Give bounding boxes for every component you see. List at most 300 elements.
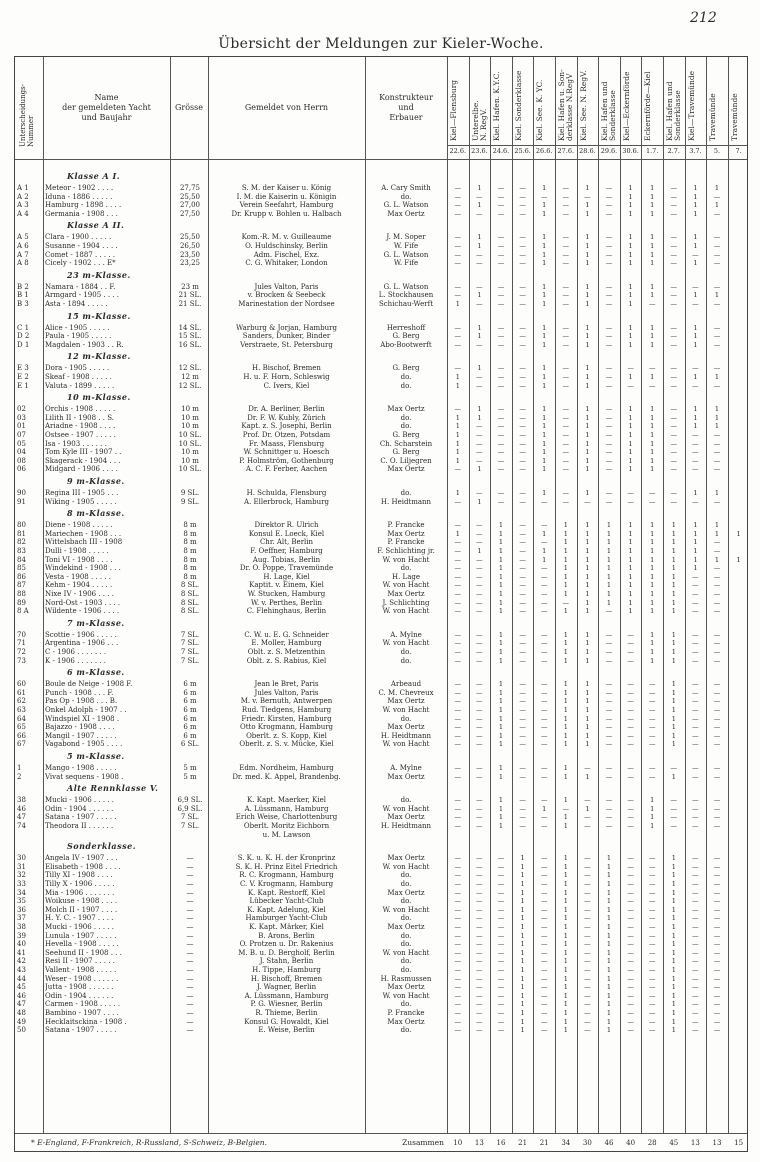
entry-mark: — <box>540 1009 548 1017</box>
entry-mark: — <box>497 983 505 992</box>
entry-mark: — <box>476 905 483 914</box>
entry-mark: — <box>648 966 656 974</box>
entry-mark: — <box>476 983 483 992</box>
entry-mark: — <box>476 648 483 656</box>
entry-mark: — <box>497 250 505 259</box>
entry-mark: — <box>454 974 462 983</box>
entry-mark: — <box>476 250 483 259</box>
entry-mark: 1 <box>520 1026 525 1035</box>
entry-mark: — <box>692 300 699 308</box>
entry-mark: — <box>584 974 591 983</box>
entrant-name: Kom.-R. M. v. Guilleaume <box>241 233 332 242</box>
entry-mark: — <box>476 688 483 697</box>
table-row <box>15 538 747 547</box>
yacht-name: Cicely - 1902 . . . E* <box>45 259 116 268</box>
entry-mark: — <box>627 974 634 983</box>
entry-mark: — <box>692 590 699 598</box>
entry-mark: — <box>584 931 591 940</box>
total-value: 21 <box>518 1139 528 1147</box>
entry-mark: 1 <box>563 957 568 966</box>
entry-mark: — <box>497 966 505 974</box>
yacht-number: B 3 <box>17 300 29 308</box>
yacht-number: 48 <box>17 1009 26 1017</box>
yacht-size: 23,50 <box>179 250 201 259</box>
entry-mark: — <box>627 706 634 714</box>
entry-mark: — <box>562 413 570 422</box>
entry-mark: 1 <box>714 489 720 497</box>
entry-mark: — <box>562 497 570 506</box>
entry-mark: — <box>605 630 613 639</box>
race-label: Kiel. Hafen u. Son- derklasse N.RegV <box>557 69 574 141</box>
entry-mark: — <box>648 871 656 880</box>
entry-mark: — <box>713 871 721 880</box>
entry-mark: 1 <box>585 723 590 732</box>
entry-mark: 1 <box>563 630 568 639</box>
yacht-name: Germania - 1908 . . . <box>45 209 118 218</box>
entry-mark: — <box>648 991 656 1000</box>
entry-mark: — <box>605 456 613 465</box>
entry-mark: 1 <box>520 1017 525 1026</box>
yacht-number: 8 A <box>17 607 29 616</box>
entry-mark: — <box>454 465 462 474</box>
yacht-number: 41 <box>17 948 26 957</box>
table-row <box>15 210 747 219</box>
entrant-name: W. Stucken, Hamburg <box>247 590 326 598</box>
entry-mark: — <box>627 1017 634 1026</box>
entry-mark: — <box>519 364 526 373</box>
table-row <box>15 796 747 805</box>
yacht-size: 16 SL. <box>178 340 202 349</box>
entry-mark: 1 <box>563 948 568 957</box>
yacht-name: Angela IV - 1907 . . . <box>45 854 118 863</box>
header-number: Unterscheidungs- Nummer <box>19 83 35 147</box>
entry-mark: — <box>605 332 613 341</box>
designer-name: P. Francke <box>387 538 425 547</box>
entrant-name: M. B. u. D. Bergholf, Berlin <box>238 948 335 957</box>
yacht-number: 88 <box>17 590 26 598</box>
entry-mark: 1 <box>628 555 633 564</box>
entry-mark: 1 <box>671 772 676 781</box>
entry-mark: — <box>713 656 721 665</box>
entry-mark: 1 <box>671 731 676 740</box>
entrant-name: A. Lüssmann, Hamburg <box>244 991 329 1000</box>
entry-mark: — <box>562 456 570 465</box>
entry-mark: 1 <box>563 564 568 573</box>
entry-mark: — <box>562 291 570 300</box>
entry-mark: — <box>648 300 656 308</box>
race-label: Eckernförde—Kiel <box>643 71 653 141</box>
entry-mark: — <box>670 489 678 497</box>
entry-mark: 1 <box>693 242 698 250</box>
table-row <box>15 949 747 958</box>
entry-mark: 1 <box>455 300 460 308</box>
entry-mark: — <box>605 300 613 308</box>
entrant-name: Konsul G. Howaldt, Kiel <box>244 1017 329 1026</box>
entry-mark: — <box>476 209 483 218</box>
entrant-name: C. Flehinghaus, Berlin <box>246 607 327 616</box>
designer-name: G. Berg <box>392 364 420 373</box>
yacht-size: — <box>186 940 194 949</box>
entry-mark: — <box>562 332 570 341</box>
entry-mark: 1 <box>563 764 568 772</box>
race-label: Travemünde <box>708 93 718 141</box>
designer-name: do. <box>400 1000 412 1009</box>
entry-mark: 1 <box>585 581 590 590</box>
yacht-number: 62 <box>17 697 26 706</box>
entry-mark: 1 <box>628 431 633 439</box>
yacht-name: Weser - 1908 . . . . . . <box>45 974 119 983</box>
yacht-size: 12 m <box>181 373 199 381</box>
yacht-name: Namara - 1884 . . F. <box>45 282 116 291</box>
entry-mark: 1 <box>542 291 547 300</box>
entry-mark: — <box>584 1017 591 1026</box>
entry-mark: 1 <box>606 897 612 906</box>
table-row <box>15 706 747 715</box>
entry-mark: 1 <box>693 332 698 341</box>
entry-mark: — <box>454 966 462 974</box>
entry-mark: 1 <box>498 723 504 732</box>
entry-mark: — <box>454 639 462 648</box>
yacht-number: 42 <box>17 957 26 966</box>
yacht-number: A 6 <box>17 242 29 250</box>
entry-mark: — <box>627 804 634 813</box>
yacht-number: 70 <box>17 630 26 639</box>
yacht-name: Bajazzo - 1908 . . . . <box>45 723 115 732</box>
entry-mark: 1 <box>563 813 568 822</box>
total-value: 10 <box>453 1139 463 1147</box>
entry-mark: — <box>454 497 462 506</box>
entry-mark: — <box>627 822 634 830</box>
entry-mark: — <box>713 465 721 474</box>
entrant-name: Oberlt. z. S. v. Mücke, Kiel <box>239 740 334 749</box>
yacht-size: 23,25 <box>179 259 201 268</box>
table-row <box>15 923 747 932</box>
entrant-name: Dr. A. Berliner, Berlin <box>248 405 325 414</box>
yacht-name: Wittelsbach III - 1908 <box>45 538 123 547</box>
entry-mark: — <box>648 381 656 390</box>
yacht-name: Molch II - 1907 . . . . <box>45 905 118 914</box>
entry-mark: 1 <box>693 555 698 564</box>
designer-name: do. <box>400 714 412 723</box>
entrant-name: M. v. Bernuth, Antwerpen <box>240 697 333 706</box>
entry-mark: — <box>519 250 526 259</box>
yacht-name: K - 1906 . . . . . . . <box>45 656 107 665</box>
entry-mark: 1 <box>606 983 612 992</box>
entry-mark: 1 <box>606 590 612 598</box>
entry-mark: 1 <box>628 405 633 414</box>
entry-mark: — <box>584 854 591 863</box>
yacht-size: 8 m <box>183 529 197 538</box>
entry-mark: — <box>540 764 548 772</box>
entry-mark: — <box>540 991 548 1000</box>
entry-mark: — <box>713 564 721 573</box>
entry-mark: — <box>605 233 613 242</box>
entry-mark: — <box>540 854 548 863</box>
table-row <box>15 932 747 941</box>
table-row <box>15 590 747 599</box>
entry-mark: — <box>562 340 570 349</box>
entrant-name: H. u. F. Horn, Schleswig <box>243 373 330 381</box>
yacht-name: Seehund II - 1908 . . . <box>45 948 122 957</box>
entry-mark: — <box>476 282 483 291</box>
entry-mark: 1 <box>585 731 590 740</box>
entry-mark: 1 <box>650 607 655 616</box>
yacht-size: 9 SL. <box>180 497 200 506</box>
entry-mark: 1 <box>563 854 568 863</box>
entry-mark: 1 <box>693 184 698 192</box>
race-label: Kiel. See. N. RegV. <box>578 70 588 141</box>
designer-name: G. L. Watson <box>383 250 429 259</box>
yacht-number: 47 <box>17 1000 26 1009</box>
entry-mark: — <box>692 804 699 813</box>
entry-mark: — <box>562 373 570 381</box>
entry-mark: 1 <box>628 201 633 210</box>
entry-mark: — <box>562 242 570 250</box>
section-title: Alte Rennklasse V. <box>67 783 159 794</box>
entry-mark: 1 <box>671 581 676 590</box>
table-row <box>15 831 747 840</box>
entry-mark: — <box>713 888 721 897</box>
entry-mark: 1 <box>498 822 504 830</box>
entry-mark: — <box>454 1017 462 1026</box>
entry-mark: — <box>627 871 634 880</box>
entry-mark: — <box>627 991 634 1000</box>
entrant-name: F. Oeffner, Hamburg <box>250 547 323 555</box>
entrant-name: Rud. Tiedgens, Hamburg <box>241 706 332 714</box>
entry-mark: — <box>497 1017 505 1026</box>
entry-mark: — <box>497 1000 505 1009</box>
entry-mark: 1 <box>628 413 633 422</box>
entry-mark: 1 <box>650 804 655 813</box>
entry-mark: — <box>713 905 721 914</box>
entry-mark: — <box>476 764 483 772</box>
designer-name: W. von Hacht <box>382 639 430 648</box>
race-label: Kiel—Flensburg <box>449 79 458 141</box>
entry-mark: 1 <box>498 772 504 781</box>
yacht-name: Vallent - 1908 . . . . . <box>45 966 117 974</box>
yacht-number: 44 <box>17 974 26 983</box>
yacht-name: Onkel Adolph - 1907 . . <box>45 706 127 714</box>
designer-name: J. Schlichting <box>382 598 430 607</box>
entry-mark: — <box>648 931 656 940</box>
race-label: Kiel—Travemünde <box>686 70 696 141</box>
entry-mark: 1 <box>542 323 547 332</box>
yacht-size: — <box>186 880 194 888</box>
entry-mark: — <box>670 300 678 308</box>
entry-mark: 1 <box>455 529 460 538</box>
table-row <box>15 975 747 984</box>
entry-mark: — <box>540 983 548 992</box>
entry-mark: — <box>497 923 505 931</box>
yacht-name: Vagabond - 1905 . . . . <box>45 740 123 749</box>
entry-mark: — <box>713 282 721 291</box>
designer-name: Max Oertz <box>387 888 425 897</box>
designer-name: G. Berg <box>392 332 420 341</box>
entry-mark: — <box>476 888 483 897</box>
entry-mark: — <box>584 1009 591 1017</box>
entry-mark: — <box>476 656 483 665</box>
yacht-name: C - 1906 . . . . . . . <box>45 648 107 656</box>
entry-mark: — <box>627 1026 634 1035</box>
yacht-number: 08 <box>17 456 26 465</box>
entry-mark: — <box>519 233 526 242</box>
yacht-number: 07 <box>17 431 26 439</box>
entry-mark: — <box>648 706 656 714</box>
entry-mark: — <box>476 871 483 880</box>
table-row <box>15 201 747 210</box>
table-row <box>15 573 747 582</box>
entry-mark: 1 <box>628 300 633 308</box>
entry-mark: — <box>476 555 483 564</box>
entry-mark: 1 <box>542 555 547 564</box>
entry-mark: — <box>519 630 526 639</box>
table-row <box>15 880 747 889</box>
entry-mark: — <box>692 991 699 1000</box>
entry-mark: 1 <box>520 983 525 992</box>
entry-mark: — <box>476 862 483 871</box>
entry-mark: 1 <box>671 656 676 665</box>
entry-mark: 1 <box>628 590 633 598</box>
entry-mark: 1 <box>542 529 547 538</box>
entry-mark: 1 <box>542 233 547 242</box>
entry-mark: — <box>497 888 505 897</box>
entry-mark: — <box>562 259 570 268</box>
entrant-name: A. C. F. Ferber, Aachen <box>245 465 328 474</box>
entry-mark: 1 <box>542 201 547 210</box>
entry-mark: — <box>519 813 526 822</box>
entry-mark: — <box>584 1026 591 1035</box>
entry-mark: — <box>670 233 678 242</box>
entry-mark: — <box>454 822 462 830</box>
entry-mark: 1 <box>542 250 547 259</box>
entry-mark: — <box>497 209 505 218</box>
entry-mark: 1 <box>498 648 504 656</box>
yacht-number: 06 <box>17 465 26 474</box>
entry-mark: — <box>692 888 699 897</box>
entry-mark: — <box>497 364 505 373</box>
yacht-name: Nixe IV - 1906 . . . . <box>45 590 114 598</box>
table-row <box>15 648 747 657</box>
entry-mark: — <box>454 983 462 992</box>
entrant-name: H. Tippe, Hamburg <box>252 966 321 974</box>
yacht-number: 86 <box>17 572 26 581</box>
designer-name: Max Oertz <box>387 209 425 218</box>
entry-mark: 1 <box>520 923 525 931</box>
entry-mark: — <box>540 639 548 648</box>
entry-mark: 1 <box>563 983 568 992</box>
entry-mark: — <box>584 1000 591 1009</box>
table-row <box>15 193 747 202</box>
total-value: 46 <box>604 1139 614 1147</box>
entrant-name: Kaptit. v. Einem, Kiel <box>249 581 324 590</box>
entrant-name: E. Moller, Hamburg <box>251 639 322 648</box>
yacht-number: 72 <box>17 648 26 656</box>
entry-mark: 1 <box>671 991 676 1000</box>
entry-mark: — <box>713 1026 721 1035</box>
entry-mark: — <box>497 373 505 381</box>
entry-mark: 1 <box>563 581 568 590</box>
entry-mark: — <box>692 282 699 291</box>
entrant-name: A. Ellerbrock, Hamburg <box>244 497 329 506</box>
entry-mark: — <box>605 439 613 448</box>
entry-mark: — <box>584 822 591 830</box>
yacht-size: 10 m <box>181 422 199 431</box>
entry-mark: 1 <box>606 598 612 607</box>
table-row <box>15 1009 747 1018</box>
entry-mark: 1 <box>455 489 460 497</box>
entry-mark: — <box>670 242 678 250</box>
designer-name: A. Cary Smith <box>381 184 431 192</box>
entry-mark: 1 <box>628 250 633 259</box>
entry-mark: — <box>519 259 526 268</box>
entrant-name: C. Ivers, Kiel <box>263 381 310 390</box>
entry-mark: 1 <box>693 489 698 497</box>
entry-mark: — <box>454 648 462 656</box>
designer-name: do. <box>400 1026 412 1035</box>
entry-mark: — <box>454 914 462 923</box>
entry-mark: 1 <box>585 250 590 259</box>
entry-mark: 1 <box>671 1026 676 1035</box>
entry-mark: — <box>540 822 548 830</box>
entry-mark: 1 <box>585 201 590 210</box>
entry-mark: — <box>692 957 699 966</box>
entry-mark: — <box>627 862 634 871</box>
designer-name: Max Oertz <box>387 854 425 863</box>
entry-mark: — <box>454 630 462 639</box>
yacht-name: Paula - 1905 . . . . . <box>45 332 112 341</box>
yacht-size: 10 m <box>181 413 199 422</box>
entry-mark: 1 <box>563 931 568 940</box>
entry-mark: — <box>519 714 526 723</box>
entry-mark: — <box>713 940 721 949</box>
column-divider <box>533 57 534 1133</box>
entry-mark: — <box>713 250 721 259</box>
entry-mark: — <box>454 291 462 300</box>
yacht-name: Mango - 1908 . . . . . <box>45 764 117 772</box>
entry-mark: 1 <box>693 340 698 349</box>
entry-mark: — <box>584 940 591 949</box>
entry-mark: 1 <box>671 923 676 931</box>
entry-mark: — <box>454 555 462 564</box>
entry-mark: — <box>605 323 613 332</box>
entry-mark: — <box>497 914 505 923</box>
entry-mark: 1 <box>714 521 720 530</box>
entry-mark: 1 <box>671 538 676 547</box>
entry-mark: — <box>476 966 483 974</box>
entrant-name: Warburg & Jorjan, Hamburg <box>235 323 337 332</box>
yacht-name: Armgard - 1905 . . . . <box>45 291 119 300</box>
entry-mark: — <box>519 680 526 689</box>
entry-mark: — <box>692 1017 699 1026</box>
entry-mark: — <box>692 572 699 581</box>
entry-mark: — <box>692 772 699 781</box>
entry-mark: 1 <box>585 242 590 250</box>
yacht-size: 6 m <box>183 706 197 714</box>
entry-mark: 1 <box>542 448 547 457</box>
entry-mark: — <box>648 497 656 506</box>
yacht-size: — <box>186 966 194 974</box>
designer-name: W. von Hacht <box>382 706 430 714</box>
table-row <box>15 457 747 466</box>
entry-mark: 1 <box>671 572 676 581</box>
entry-mark: 1 <box>563 1009 568 1017</box>
table-row <box>15 556 747 565</box>
entrant-name: H. Schulda, Flensburg <box>246 489 327 497</box>
entry-mark: — <box>713 740 721 749</box>
entry-mark: — <box>454 880 462 888</box>
yacht-number: 02 <box>17 405 26 414</box>
column-divider <box>598 57 599 1133</box>
